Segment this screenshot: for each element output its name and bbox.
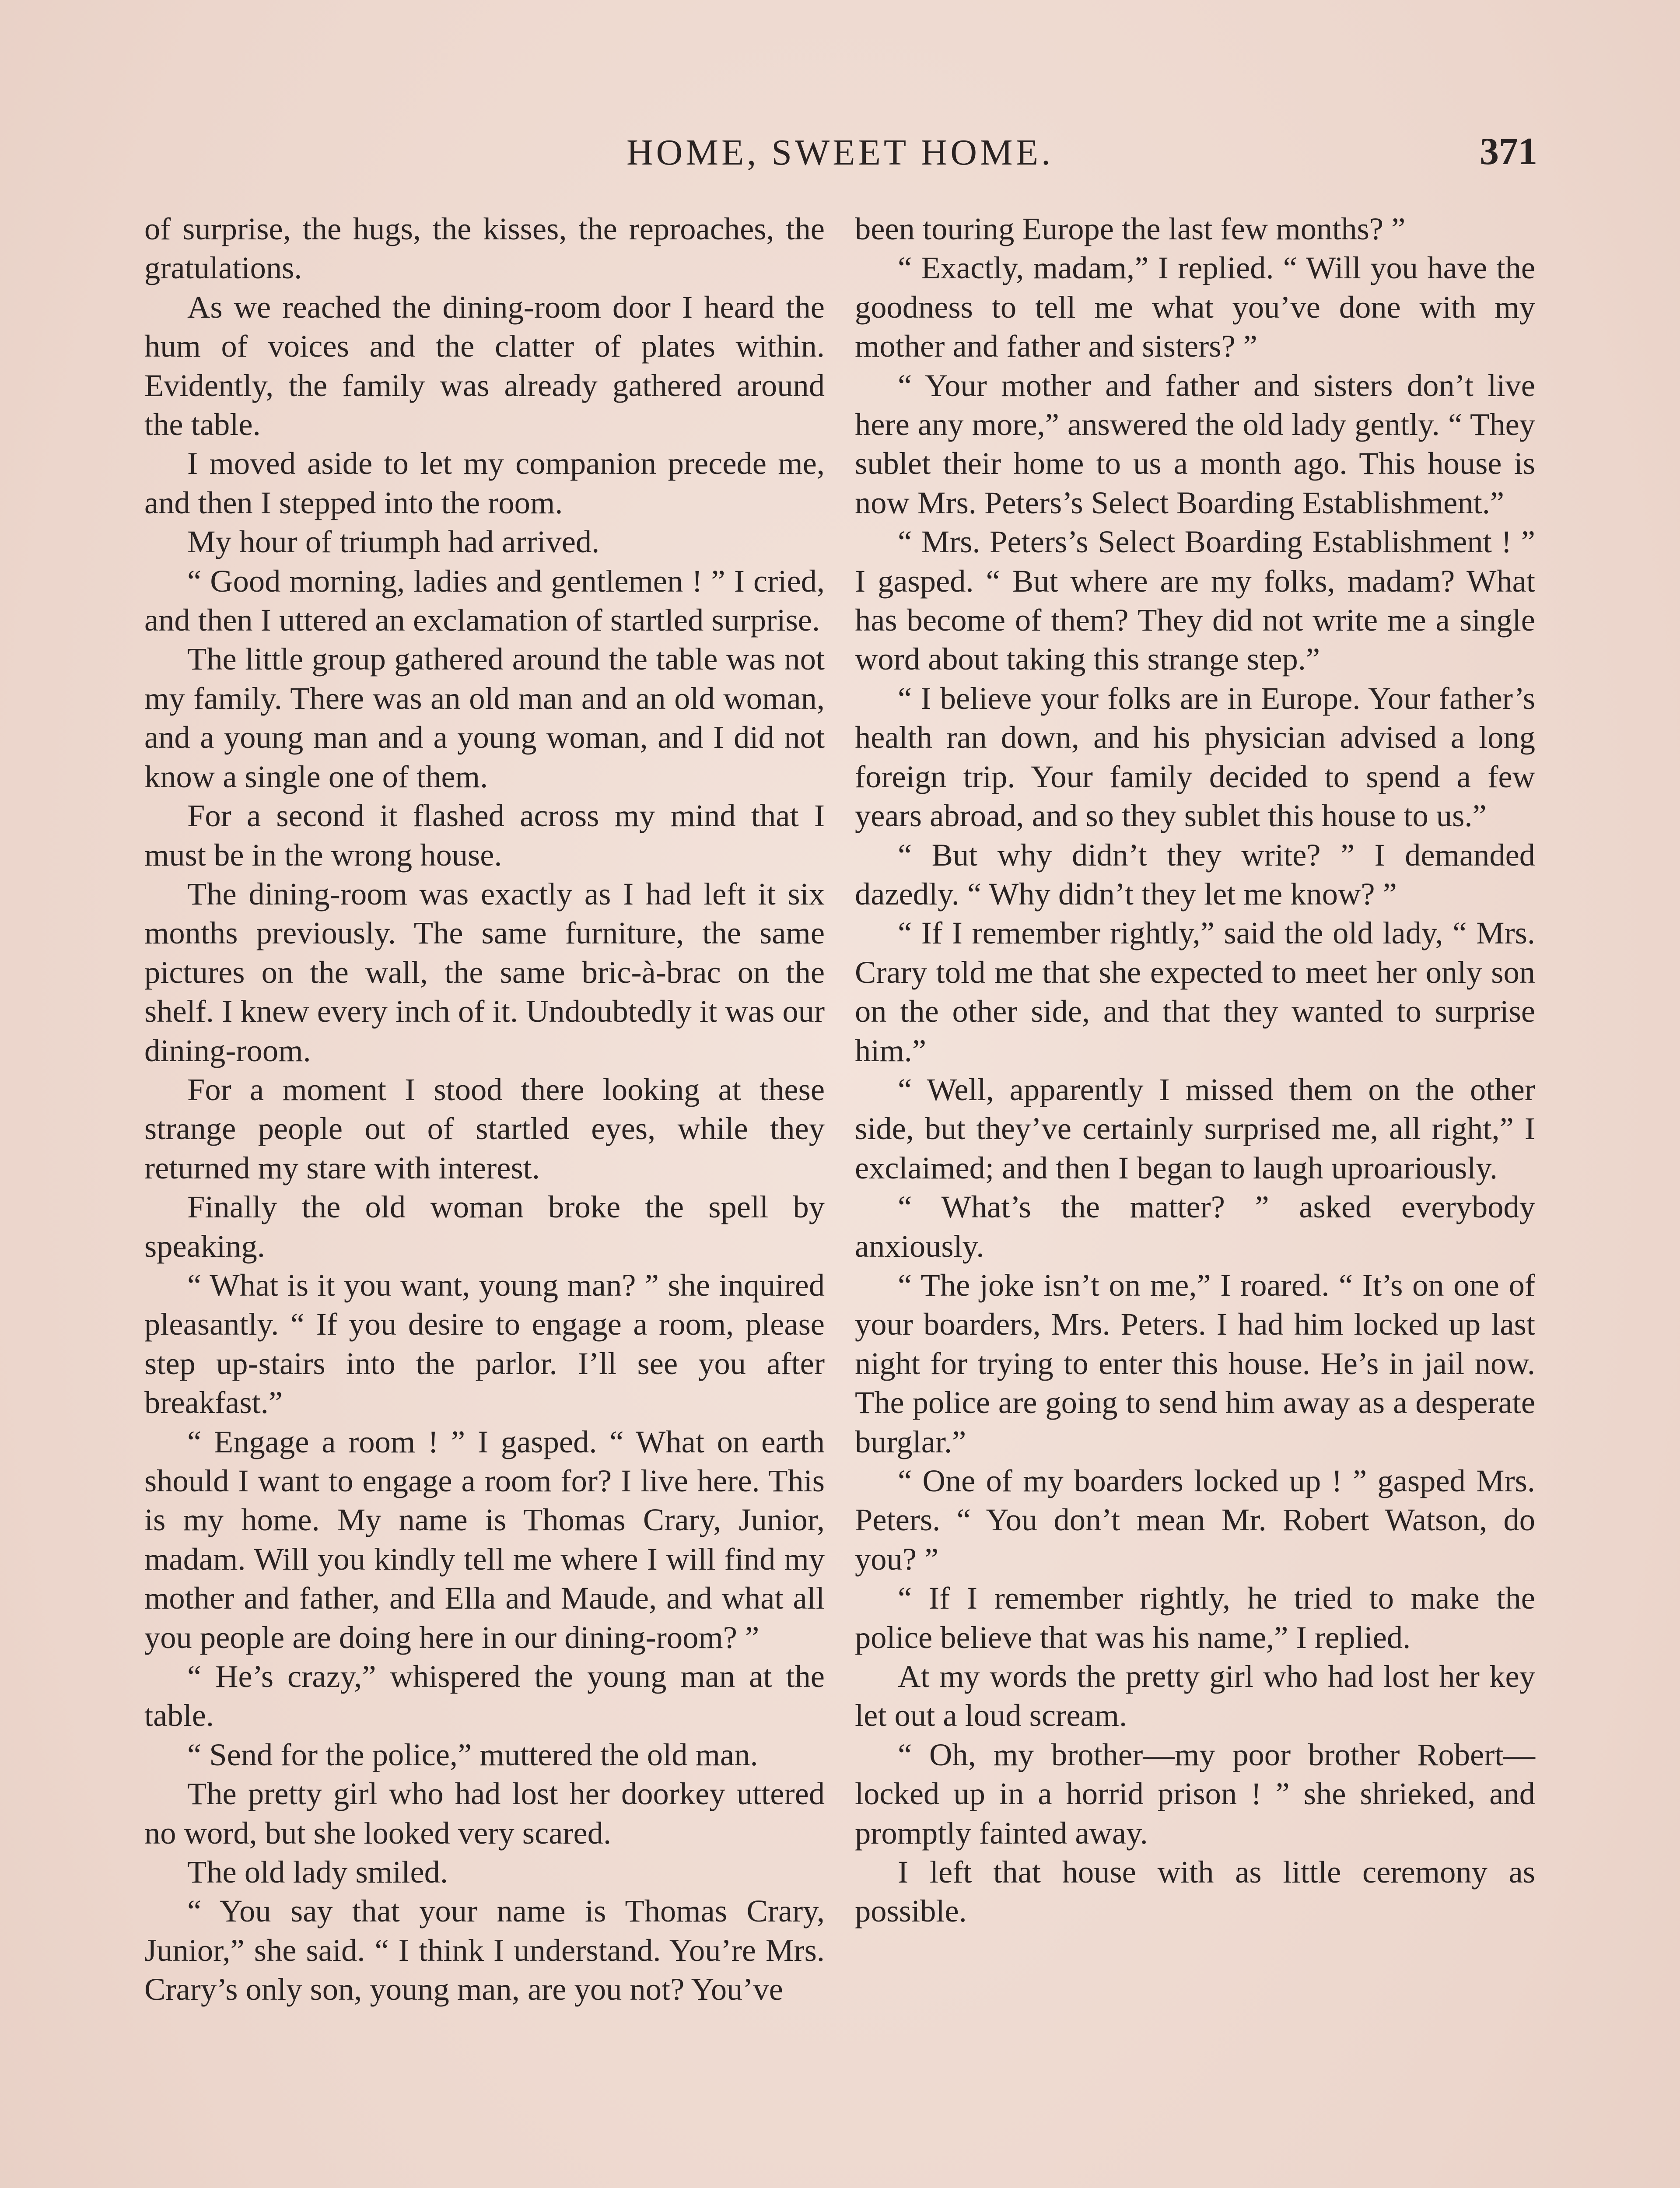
paragraph: of surprise, the hugs, the kisses, the reproaches, the gratulations. bbox=[144, 211, 825, 286]
left-text-column bbox=[144, 209, 825, 2009]
paragraph: “ You say that your name is Thomas Crary, Junior,” she said. “ I think I understand. You’re Mrs. Crary’s only son, young man, are you not? You’ve bbox=[144, 1893, 825, 2007]
paragraph: “ What is it you want, young man? ” she inquired pleasantly. “ If you desire to engage a room, please step up-stairs into the parlor. I’ll see you after breakfast.” bbox=[144, 1267, 825, 1420]
paragraph: “ Engage a room ! ” I gasped. “ What on earth should I want to engage a room for? I live here. This is my home. My name is Thomas Crary, Junior, madam. Will you kindly tell me where I will find my mother and father, and Ella and Maude, and what all you people are doing here in our dining-room? ” bbox=[144, 1424, 825, 1655]
paragraph: “ But why didn’t they write? ” I demanded dazedly. “ Why didn’t they let me know? ” bbox=[855, 837, 1535, 912]
paragraph: “ Oh, my brother—my poor brother Robert—locked up in a horrid prison ! ” she shrieked, and promptly fainted away. bbox=[855, 1736, 1535, 1851]
paragraph: “ If I remember rightly, he tried to make the police believe that was his name,” I replied. bbox=[855, 1580, 1535, 1655]
paragraph: I moved aside to let my companion precede me, and then I stepped into the room. bbox=[144, 445, 825, 520]
right-text-column bbox=[855, 209, 1535, 1931]
paragraph: been touring Europe the last few months? ” bbox=[855, 211, 1406, 246]
paragraph: The pretty girl who had lost her doorkey uttered no word, but she looked very scared. bbox=[144, 1776, 825, 1851]
paragraph: “ If I remember rightly,” said the old lady, “ Mrs. Crary told me that she expected to meet her only son on the other side, and that they wanted to surprise him.” bbox=[855, 915, 1535, 1068]
paragraph: My hour of triumph had arrived. bbox=[187, 524, 600, 560]
paragraph: “ Exactly, madam,” I replied. “ Will you have the goodness to tell me what you’ve done with my mother and father and sisters? ” bbox=[855, 250, 1535, 364]
paragraph: “ Good morning, ladies and gentlemen ! ” I cried, and then I uttered an exclamation of startled surprise. bbox=[144, 563, 825, 638]
page-number: 371 bbox=[1480, 130, 1537, 173]
running-title: HOME, SWEET HOME. bbox=[626, 132, 1054, 173]
paragraph: As we reached the dining-room door I heard the hum of voices and the clatter of plates within. Evidently, the family was already gathered around the table. bbox=[144, 289, 825, 442]
paragraph: “ Send for the police,” muttered the old man. bbox=[187, 1736, 758, 1772]
page-header bbox=[140, 128, 1540, 176]
paragraph: “ What’s the matter? ” asked everybody anxiously. bbox=[855, 1189, 1535, 1264]
paragraph: For a second it flashed across my mind that I must be in the wrong house. bbox=[144, 798, 825, 873]
paragraph: For a moment I stood there looking at these strange people out of startled eyes, while they returned my stare with interest. bbox=[144, 1071, 825, 1185]
paragraph: “ Well, apparently I missed them on the other side, but they’ve certainly surprised me, all right,” I exclaimed; and then I began to laugh uproariously. bbox=[855, 1071, 1535, 1185]
paragraph: “ He’s crazy,” whispered the young man at the table. bbox=[144, 1659, 825, 1733]
paragraph: “ Your mother and father and sisters don’t live here any more,” answered the old lady gently. “ They sublet their home to us a month ago. This house is now Mrs. Peters’s Select Boarding Establishment.” bbox=[855, 367, 1535, 520]
paragraph: “ One of my boarders locked up ! ” gasped Mrs. Peters. “ You don’t mean Mr. Robert Watson, do you? ” bbox=[855, 1463, 1535, 1577]
paragraph: The old lady smiled. bbox=[187, 1854, 448, 1890]
paragraph: I left that house with as little ceremony as possible. bbox=[855, 1854, 1535, 1929]
paragraph: At my words the pretty girl who had lost her key let out a loud scream. bbox=[855, 1659, 1535, 1733]
paragraph: “ Mrs. Peters’s Select Boarding Establishment ! ” I gasped. “ But where are my folks, madam? What has become of them? They did not write me a single word about taking this strange step.” bbox=[855, 524, 1535, 677]
paragraph: The little group gathered around the table was not my family. There was an old man and an old woman, and a young man and a young woman, and I did not know a single one of them. bbox=[144, 641, 825, 794]
paragraph: Finally the old woman broke the spell by speaking. bbox=[144, 1189, 825, 1264]
paragraph: The dining-room was exactly as I had left it six months previously. The same furniture, the same pictures on the wall, the same bric-à-brac on the shelf. I knew every inch of it. Undoubtedly it was our dining-room. bbox=[144, 876, 825, 1068]
paragraph: “ The joke isn’t on me,” I roared. “ It’s on one of your boarders, Mrs. Peters. I had him locked up last night for trying to enter this house. He’s in jail now. The police are going to send him away as a desperate burglar.” bbox=[855, 1267, 1535, 1459]
paragraph: “ I believe your folks are in Europe. Your father’s health ran down, and his physician advised a long foreign trip. Your family decided to spend a few years abroad, and so they sublet this house to us.” bbox=[855, 680, 1535, 834]
